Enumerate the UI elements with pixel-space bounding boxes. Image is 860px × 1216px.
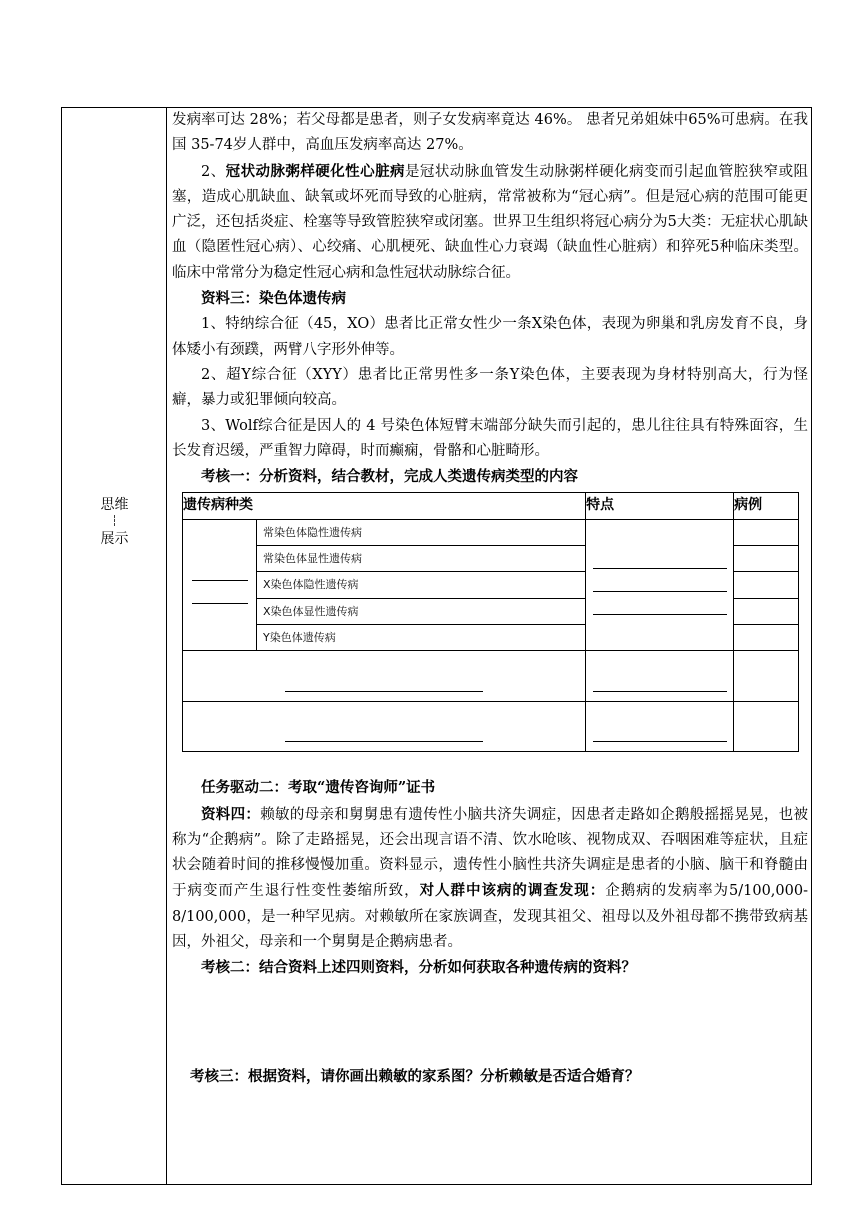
header-feature: 特点 — [586, 493, 734, 519]
section-label — [62, 494, 167, 550]
content-column — [172, 108, 808, 1090]
header-example: 病例 — [734, 493, 799, 519]
blank-line — [593, 691, 727, 692]
blank-line — [593, 741, 727, 742]
section-label-column — [62, 108, 167, 1184]
question-3-text: 考核三：根据资料，请你画出赖敏的家系图？分析赖敏是否适合婚育？ — [190, 1067, 640, 1085]
subtype-xr: X染色体隐性遗传病 — [257, 572, 586, 598]
blank-line — [285, 741, 483, 742]
paragraph-wolf: 3、Wolf综合征是因人的 4 号染色体短臂末端部分缺失而引起的，患儿往往具有特殊面容，生长发育迟缓，严重智力障碍，时而癫痫，骨骼和心脏畸形。 — [172, 417, 808, 459]
paragraph-xyy: 2、超Y综合征（XYY）患者比正常男性多一条Y染色体，主要表现为身材特别高大，行为怪癖，暴力或犯罪倾向较高。 — [172, 366, 808, 409]
chd-text: 是冠状动脉血管发生动脉粥样硬化病变而引起血管腔狭窄或阻塞，造成心肌缺血、缺氧或坏死而导致的心脏病，常常被称为“冠心病”。但是冠心病的范围可能更广泛，还包括炎症、栓塞等导致管腔狭窄或闭塞。世界卫生组织将冠心病分为5大类：无症状心肌缺血（隐匿性冠心病）、心绞痛、心肌梗死、缺血性心力衰竭（缺血性心脏病）和猝死5种临床类型。临床中常常分为稳定性冠心病和急性冠状动脉综合征。 — [172, 163, 809, 281]
chd-number: 2、 — [201, 163, 226, 180]
example-cell[interactable] — [734, 598, 799, 624]
category-blank-cell[interactable] — [183, 519, 257, 650]
material-4-text-a: 赖敏的母亲和舅舅患有遗传性小脑共济失调症，因患者走路如企鹅般摇摇晃晃，也被称为“企鹅病”。除了走路摇晃，还会出现言语不清、饮水呛咳、视物成双、吞咽困难等症状，且症状会随着时间的推移慢慢加重。资料显示，遗传性小脑性共济失调症是患者的小脑、脑干和脊髓由于病变而产生退行性变性萎缩所致， — [172, 806, 808, 900]
paragraph-chd — [172, 159, 808, 286]
material-4-text-b: 企鹅病的发病率为5/100,000-8/100,000，是一种罕见病。对赖敏所在家族调查，发现其祖父、祖母以及外祖母都不携带致病基因，外祖父，母亲和一个舅舅是企鹅病患者。 — [172, 883, 808, 951]
blank-line — [593, 591, 727, 592]
paragraph-turner: 1、特纳综合征（45，XO）患者比正常女性少一条X染色体，表现为卵巢和乳房发育不良，身体矮小有颈蹼，两臂八字形外伸等。 — [172, 316, 808, 358]
heading-material-3-text: 资料三：染色体遗传病 — [201, 290, 346, 308]
example-cell[interactable] — [734, 519, 799, 545]
section-label-line3: 展示 — [100, 531, 129, 547]
blank-line — [593, 568, 727, 569]
blank-line — [192, 580, 248, 581]
feature-blank-cell[interactable] — [586, 519, 734, 650]
paragraph-material-4 — [172, 802, 808, 956]
question-2-text: 考核二：结合资料上述四则资料，分析如何获取各种遗传病的资料？ — [201, 959, 636, 977]
question-2 — [172, 955, 808, 981]
material-4-label: 资料四： — [201, 805, 261, 823]
subtype-ad: 常染色体显性遗传病 — [257, 546, 586, 572]
worksheet-table — [61, 107, 812, 1185]
question-1-text: 考核一：分析资料，结合教材，完成人类遗传病类型的内容 — [201, 468, 578, 486]
section-label-divider: ┆ — [111, 516, 118, 527]
example-cell[interactable] — [734, 572, 799, 598]
question-3 — [172, 1064, 808, 1090]
blank-line — [192, 603, 248, 604]
subtype-y: Y染色体遗传病 — [257, 624, 586, 650]
blank-line — [593, 614, 727, 615]
example-cell[interactable] — [734, 546, 799, 572]
genetic-disease-table — [182, 492, 799, 752]
chd-term: 冠状动脉粥样硬化性心脏病 — [225, 162, 405, 180]
paragraph-hypertension: 发病率可达 28%；若父母都是患者，则子女发病率竟达 46%。 患者兄弟姐妹中65%可患病。在我国 35-74岁人群中，高血压发病率高达 27%。 — [172, 112, 808, 154]
heading-material-3 — [172, 286, 808, 312]
category-blank-cell[interactable] — [183, 651, 586, 702]
section-label-line1: 思维 — [100, 497, 129, 513]
material-4-finding: 对人群中该病的调查发现： — [419, 882, 606, 900]
header-type: 遗传病种类 — [183, 493, 586, 519]
task-2-text: 任务驱动二：考取“遗传咨询师”证书 — [201, 779, 436, 797]
task-2-heading — [172, 775, 808, 801]
example-cell[interactable] — [734, 651, 799, 702]
feature-blank-cell[interactable] — [586, 702, 734, 752]
blank-line — [285, 691, 483, 692]
example-cell[interactable] — [734, 624, 799, 650]
question-1 — [172, 464, 808, 490]
subtype-xd: X染色体显性遗传病 — [257, 598, 586, 624]
feature-blank-cell[interactable] — [586, 651, 734, 702]
category-blank-cell[interactable] — [183, 702, 586, 752]
subtype-ar: 常染色体隐性遗传病 — [257, 519, 586, 545]
example-cell[interactable] — [734, 702, 799, 752]
